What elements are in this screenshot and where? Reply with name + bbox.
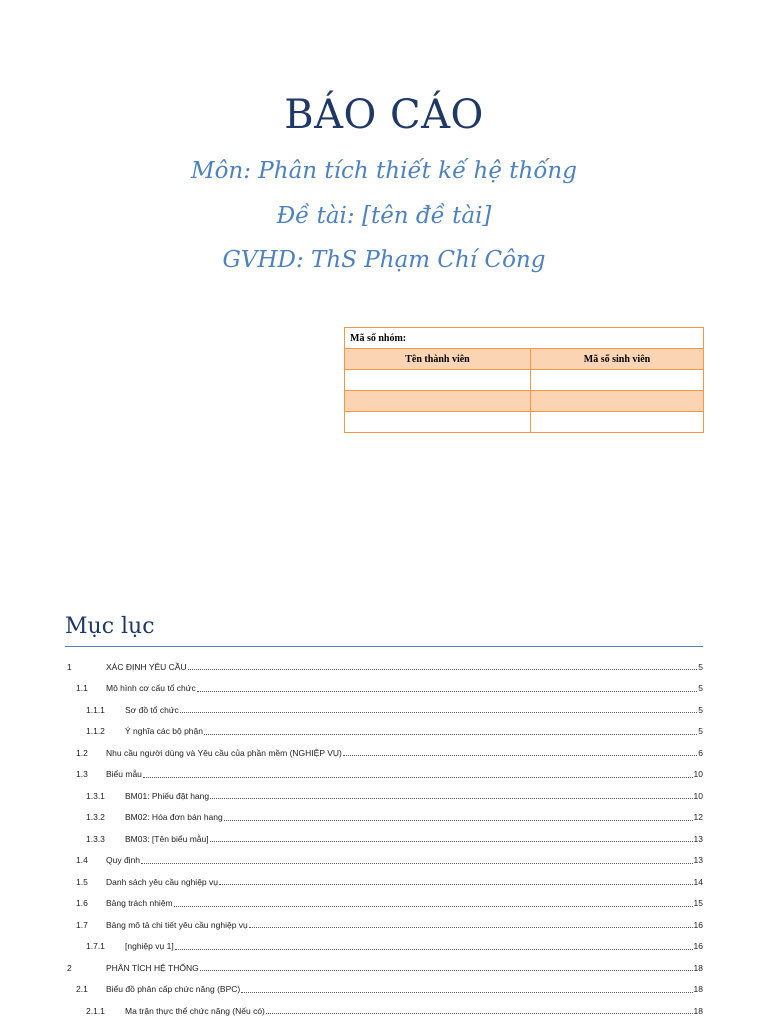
toc-entry-page: 15 — [693, 898, 703, 909]
toc-entry-page: 5 — [698, 661, 703, 672]
toc-entry-page: 5 — [698, 683, 703, 694]
toc-entry-page: 18 — [693, 1005, 703, 1016]
toc-entry-page: 13 — [693, 855, 703, 866]
toc-entry[interactable] — [65, 807, 703, 829]
toc-entry-number: 2 — [67, 962, 72, 973]
toc-entry[interactable] — [65, 893, 703, 915]
toc-entry-page: 6 — [698, 747, 703, 758]
toc-entry[interactable] — [65, 699, 703, 721]
toc-entry-page: 18 — [693, 962, 703, 973]
toc-entry[interactable] — [65, 914, 703, 936]
toc-entry-number: 1.5 — [76, 876, 88, 887]
member-name-cell — [345, 391, 531, 412]
student-id-cell — [531, 391, 704, 412]
toc-entry-title: Biểu đồ phân cấp chức năng (BPC) — [106, 984, 241, 995]
toc-entry-title: Nhu cầu người dùng và Yêu cầu của phần mềm (NGHIỆP VỤ) — [106, 747, 342, 758]
toc-entry-title: Danh sách yêu cầu nghiệp vụ — [106, 876, 218, 887]
toc-leader-dots — [180, 712, 697, 713]
toc-entry-number: 1.3.1 — [86, 790, 105, 801]
toc-entry-number: 1.1.2 — [86, 726, 105, 737]
toc-entry-number: 1.7 — [76, 919, 88, 930]
toc-entry-number: 1.2 — [76, 747, 88, 758]
toc-entry[interactable] — [65, 656, 703, 678]
toc-entry[interactable] — [65, 785, 703, 807]
toc-entry-page: 5 — [698, 704, 703, 715]
toc-leader-dots — [188, 669, 698, 670]
toc-entry-page: 18 — [693, 984, 703, 995]
toc-entry-page: 16 — [693, 941, 703, 952]
toc-leader-dots — [210, 798, 692, 799]
toc-entry-title: Biểu mẫu — [106, 769, 142, 780]
toc-entry-title: BM01: Phiếu đặt hang — [125, 790, 210, 801]
student-id-cell — [531, 412, 704, 433]
toc-leader-dots — [200, 970, 693, 971]
toc-entry[interactable] — [65, 936, 703, 958]
toc-leader-dots — [249, 927, 693, 928]
toc-entry-title: BM02: Hóa đơn bán hang — [125, 812, 223, 823]
toc-entry-number: 2.1.1 — [86, 1005, 105, 1016]
toc-leader-dots — [241, 992, 692, 993]
member-name-header: Tên thành viên — [345, 349, 531, 370]
toc-entry-page: 10 — [693, 790, 703, 801]
toc-leader-dots — [143, 777, 693, 778]
toc-heading: Mục lục — [65, 614, 155, 639]
toc-entry-page: 14 — [693, 876, 703, 887]
toc-entry-title: BM03: [Tên biểu mẫu] — [125, 833, 209, 844]
toc-entry-title: Bảng trách nhiệm — [106, 898, 173, 909]
toc-entry[interactable] — [65, 764, 703, 786]
toc-leader-dots — [204, 734, 697, 735]
toc-leader-dots — [174, 906, 693, 907]
toc-entry[interactable] — [65, 742, 703, 764]
toc-entry[interactable] — [65, 721, 703, 743]
toc-entry[interactable] — [65, 678, 703, 700]
toc-entry[interactable] — [65, 850, 703, 872]
toc-entry-title: Ý nghĩa các bộ phận — [125, 726, 203, 737]
toc-entry-page: 12 — [693, 812, 703, 823]
toc-entry-page: 5 — [698, 726, 703, 737]
group-id-row — [345, 328, 704, 349]
subject-line: Môn: Phân tích thiết kế hệ thống — [191, 158, 577, 184]
table-row — [345, 391, 704, 412]
member-name-cell — [345, 412, 531, 433]
toc-entry[interactable] — [65, 957, 703, 979]
toc-leader-dots — [141, 863, 693, 864]
member-name-cell — [345, 370, 531, 391]
toc-entry-page: 10 — [693, 769, 703, 780]
instructor-line: GVHD: ThS Phạm Chí Công — [222, 247, 546, 273]
toc-leader-dots — [343, 755, 697, 756]
toc-entry-title: [nghiệp vụ 1] — [125, 941, 174, 952]
table-header-row — [345, 349, 704, 370]
toc-entry-number: 1.3 — [76, 769, 88, 780]
toc-entry[interactable] — [65, 1000, 703, 1022]
toc-entry-title: Bảng mô tả chi tiết yêu cầu nghiệp vụ — [106, 919, 248, 930]
toc-leader-dots — [210, 841, 693, 842]
toc-entry-number: 1.3.2 — [86, 812, 105, 823]
toc-entry-title: Mô hình cơ cấu tổ chức — [106, 683, 196, 694]
toc-entry-number: 1.3.3 — [86, 833, 105, 844]
toc-entry[interactable] — [65, 871, 703, 893]
toc-entry-title: XÁC ĐỊNH YÊU CẦU — [106, 661, 187, 672]
student-id-cell — [531, 370, 704, 391]
report-title: BÁO CÁO — [284, 92, 484, 138]
toc-leader-dots — [266, 1013, 693, 1014]
toc-entry-number: 1.1 — [76, 683, 88, 694]
toc-leader-dots — [219, 884, 693, 885]
toc-entry-number: 1.6 — [76, 898, 88, 909]
toc-entry[interactable] — [65, 979, 703, 1001]
toc-entry-title: Sơ đồ tổ chức — [125, 704, 179, 715]
toc-entry-number: 2.1 — [76, 984, 88, 995]
toc-entry-number: 1.1.1 — [86, 704, 105, 715]
topic-line: Đề tài: [tên đề tài] — [276, 203, 492, 229]
toc-entry-number: 1.4 — [76, 855, 88, 866]
table-row — [345, 370, 704, 391]
toc-entry[interactable] — [65, 828, 703, 850]
toc-entry-title: PHÂN TÍCH HỆ THỐNG — [106, 962, 199, 973]
toc-leader-dots — [224, 820, 693, 821]
student-id-header: Mã số sinh viên — [531, 349, 704, 370]
toc-entry-page: 13 — [693, 833, 703, 844]
toc-entry-title: Ma trận thực thể chức năng (Nếu có) — [125, 1005, 265, 1016]
toc-entry-page: 16 — [693, 919, 703, 930]
toc-entry-number: 1 — [67, 661, 72, 672]
table-row — [345, 412, 704, 433]
group-members-table — [344, 327, 704, 433]
toc-leader-dots — [175, 949, 693, 950]
toc-divider — [65, 646, 703, 647]
toc-entry-title: Quy định — [106, 855, 141, 866]
group-id-label: Mã số nhóm: — [345, 328, 704, 349]
table-of-contents — [65, 656, 703, 1022]
toc-entry-number: 1.7.1 — [86, 941, 105, 952]
toc-leader-dots — [197, 691, 698, 692]
